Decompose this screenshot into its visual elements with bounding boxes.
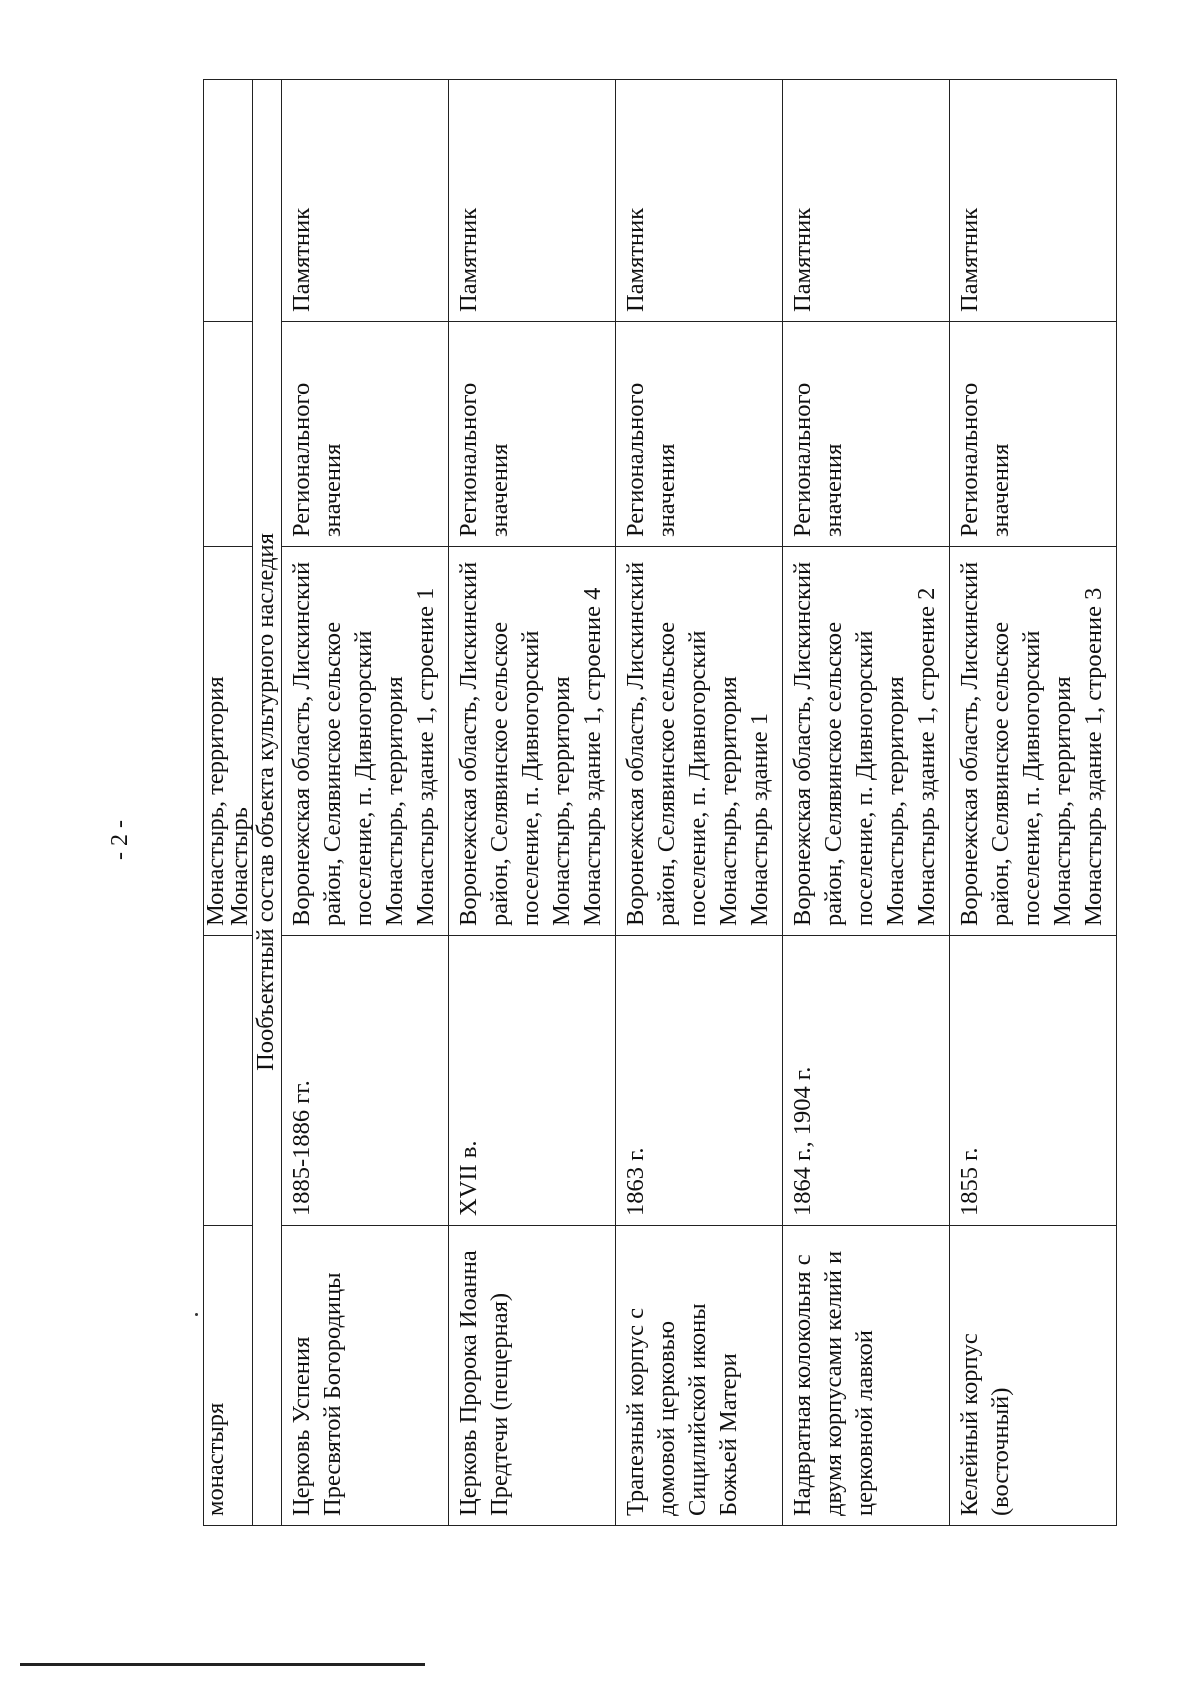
object-type-cell: Памятник xyxy=(449,80,616,322)
continuation-row xyxy=(204,80,253,1526)
object-type-cell: Памятник xyxy=(950,80,1117,322)
table-row xyxy=(950,80,1117,1526)
object-significance-cell: Регионального значения xyxy=(449,322,616,547)
continuation-date-cell xyxy=(204,936,253,1226)
table-row xyxy=(449,80,616,1526)
section-header-row xyxy=(253,80,282,1526)
object-date-cell: XVII в. xyxy=(449,936,616,1226)
heritage-objects-table xyxy=(203,79,1117,1526)
continuation-name-cell: монастыря xyxy=(204,1226,253,1526)
object-type-cell: Памятник xyxy=(616,80,783,322)
table-row xyxy=(783,80,950,1526)
object-address-cell: Воронежская область, Лискинский район, Селявинское сельское поселение, п. Дивногорский Монастырь, территория Монастырь здание 1, строение 1 xyxy=(282,547,449,936)
table-row xyxy=(282,80,449,1526)
object-type-cell: Памятник xyxy=(282,80,449,322)
footnote-divider xyxy=(20,1663,425,1666)
object-significance-cell: Регионального значения xyxy=(783,322,950,547)
continuation-significance-cell xyxy=(204,322,253,547)
scan-dot xyxy=(195,1313,198,1316)
object-significance-cell: Регионального значения xyxy=(616,322,783,547)
object-address-cell: Воронежская область, Лискинский район, Селявинское сельское поселение, п. Дивногорский Монастырь, территория Монастырь здание 1, строение 4 xyxy=(449,547,616,936)
object-type-cell: Памятник xyxy=(783,80,950,322)
object-name-cell: Келейный корпус (восточный) xyxy=(950,1226,1117,1526)
continuation-type-cell xyxy=(204,80,253,322)
section-title: Пообъектный состав объекта культурного наследия xyxy=(253,80,282,1526)
object-date-cell: 1855 г. xyxy=(950,936,1117,1226)
object-date-cell: 1885-1886 гг. xyxy=(282,936,449,1226)
object-name-cell: Трапезный корпус с домовой церковью Сицилийской иконы Божьей Матери xyxy=(616,1226,783,1526)
object-name-cell: Церковь Успения Пресвятой Богородицы xyxy=(282,1226,449,1526)
object-significance-cell: Регионального значения xyxy=(950,322,1117,547)
object-address-cell: Воронежская область, Лискинский район, Селявинское сельское поселение, п. Дивногорский Монастырь, территория Монастырь здание 1 xyxy=(616,547,783,936)
object-significance-cell: Регионального значения xyxy=(282,322,449,547)
object-address-cell: Воронежская область, Лискинский район, Селявинское сельское поселение, п. Дивногорский Монастырь, территория Монастырь здание 1, строение 3 xyxy=(950,547,1117,936)
page-number: - 2 - xyxy=(107,820,133,860)
object-name-cell: Церковь Пророка Иоанна Предтечи (пещерная) xyxy=(449,1226,616,1526)
object-date-cell: 1864 г., 1904 г. xyxy=(783,936,950,1226)
heritage-table-rotated xyxy=(202,80,1107,1526)
continuation-address-cell: Монастырь, территория Монастырь xyxy=(204,547,253,936)
object-date-cell: 1863 г. xyxy=(616,936,783,1226)
table-row xyxy=(616,80,783,1526)
object-address-cell: Воронежская область, Лискинский район, Селявинское сельское поселение, п. Дивногорский Монастырь, территория Монастырь здание 1, строение 2 xyxy=(783,547,950,936)
object-name-cell: Надвратная колокольня с двумя корпусами келий и церковной лавкой xyxy=(783,1226,950,1526)
